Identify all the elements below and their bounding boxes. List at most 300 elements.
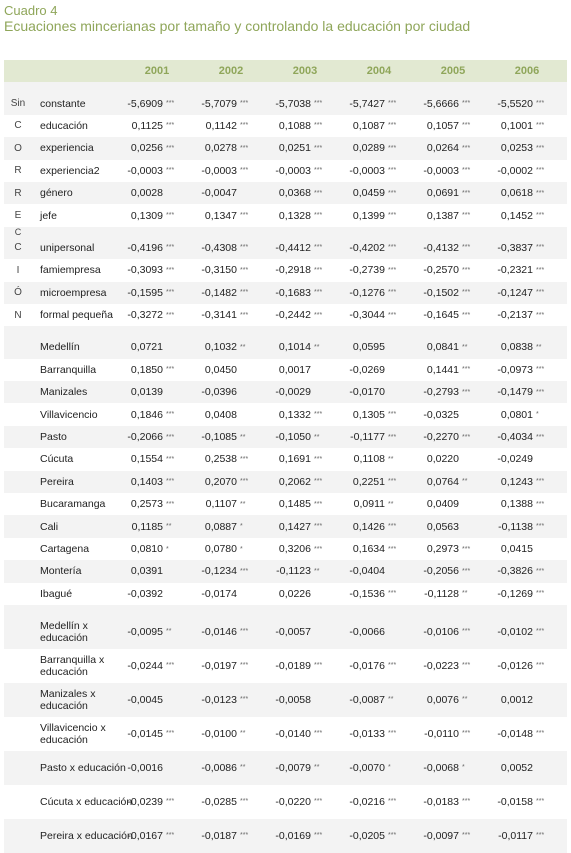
coefficient: -0,3826 [497,565,533,578]
coef-cell [487,717,561,751]
side-letter [4,426,32,448]
side-letter: Sin [10,98,26,110]
coefficient: 0,0801 [500,408,533,421]
side-letter: N [14,309,22,321]
coef-cell [265,282,339,304]
side-letter: R [14,165,22,177]
coef-cell [339,336,413,358]
significance-stars: *** [166,478,175,486]
coefficient: 0,3206 [278,543,311,555]
coefficient: -0,2793 [423,386,459,399]
significance-stars: ** [314,764,320,772]
coefficient: -0,0123 [201,693,237,706]
coef-cell [487,683,561,717]
coefficient: -0,2570 [423,264,459,277]
coef-cell [413,515,487,537]
coefficient: 0,1399 [352,209,385,222]
coef-cell [117,259,191,281]
significance-stars: *** [314,311,323,319]
row-label: Villavicencio [40,408,98,421]
row-label: Manizales [40,386,88,399]
coefficient: -0,1234 [201,565,237,578]
coef-cell [265,182,339,204]
coef-cell [191,683,265,717]
coef-cell [339,115,413,137]
coef-cell [191,649,265,683]
coefficient: 0,2573 [130,498,163,511]
coef-cell [191,751,265,785]
significance-stars: *** [240,100,249,108]
coef-cell [487,259,561,281]
coefficient: -5,7038 [275,97,311,110]
significance-stars: *** [536,189,545,197]
side-letter [4,785,32,819]
significance-stars: *** [388,478,397,486]
significance-stars: *** [536,662,545,670]
significance-stars: *** [462,567,471,575]
row-label: Medellín [40,341,80,354]
significance-stars: *** [166,366,175,374]
coef-cell [339,615,413,649]
coefficient: -0,2321 [497,264,533,277]
significance-stars: *** [240,455,249,463]
significance-stars: *** [388,144,397,152]
coefficient: -0,0223 [423,659,459,672]
row-label: unipersonal [40,241,95,254]
coefficient: 0,1485 [278,498,311,511]
significance-stars: *** [166,311,175,319]
coefficient: 0,1634 [352,543,385,555]
coef-cell [413,493,487,515]
coefficient: -0,0045 [127,693,163,706]
significance-stars: *** [462,433,471,441]
coefficient: -0,0325 [423,408,459,421]
significance-stars: *** [388,523,397,531]
side-letter [4,560,32,582]
coefficient: -0,0269 [349,363,385,376]
coefficient: -0,1128 [424,587,459,600]
coefficient: -0,1645 [423,309,459,322]
coefficient: 0,1243 [500,475,533,488]
coef-cell [413,182,487,204]
coef-cell [487,785,561,819]
side-letter [4,515,32,537]
significance-stars: *** [536,478,545,486]
coef-cell [117,649,191,683]
coef-cell [191,359,265,381]
row-label: famiempresa [40,264,101,277]
significance-stars: *** [240,662,249,670]
coef-cell [339,259,413,281]
significance-stars: *** [536,590,545,598]
coef-cell [265,583,339,605]
coefficient: -0,1479 [497,386,533,399]
coefficient: -0,3837 [497,241,533,254]
table-row [4,448,567,470]
significance-stars: ** [166,523,172,531]
coefficient: 0,1426 [352,520,385,533]
row-label: Pereira [40,475,74,488]
coef-cell [413,115,487,137]
table-row [4,493,567,515]
coef-cell [487,538,561,560]
significance-stars: *** [314,289,323,297]
coefficient: 0,1125 [131,119,163,132]
significance-stars: *** [240,798,249,806]
coef-cell [413,649,487,683]
coefficient: -5,6909 [127,97,163,110]
significance-stars: *** [388,433,397,441]
coefficient: 0,0220 [426,453,459,466]
coef-cell [339,515,413,537]
coef-cell [487,137,561,159]
coef-cell [265,115,339,137]
coefficient: -0,0145 [127,727,163,740]
coef-cell [117,751,191,785]
side-letter [4,336,32,358]
significance-stars: * [536,411,539,419]
coefficient: -0,1276 [349,286,385,299]
coef-cell [191,717,265,751]
coef-cell [265,92,339,114]
significance-stars: *** [314,832,323,840]
coef-cell [265,426,339,448]
coef-cell [265,359,339,381]
table-row [4,92,567,114]
significance-stars: *** [240,696,249,704]
significance-stars: *** [388,266,397,274]
significance-stars: *** [166,832,175,840]
coefficient: -0,0126 [497,659,533,672]
coefficient: -0,0117 [498,829,533,842]
coef-cell [191,304,265,326]
coefficient: -0,0087 [349,693,385,706]
coef-cell [339,448,413,470]
significance-stars: *** [166,122,175,130]
coefficient: 0,0841 [426,341,459,354]
coefficient: 0,0409 [426,498,459,511]
coefficient: -0,0167 [127,829,163,842]
coef-cell [413,751,487,785]
coefficient: -0,0086 [201,761,237,774]
coef-cell [117,359,191,381]
coefficient: -0,0003 [349,164,385,177]
significance-stars: *** [240,167,249,175]
coef-cell [413,259,487,281]
coefficient: 0,0459 [352,187,385,200]
coef-cell [487,426,561,448]
significance-stars: *** [388,411,397,419]
coef-cell [191,204,265,226]
coefficient: 0,0911 [353,498,385,511]
significance-stars: *** [462,144,471,152]
side-letter [4,583,32,605]
table-row [4,717,567,751]
table-row [4,237,567,259]
coefficient: -0,0003 [127,164,163,177]
coefficient: 0,1850 [130,363,163,376]
significance-stars: *** [314,144,323,152]
significance-stars: *** [166,266,175,274]
coefficient: 0,1142 [205,119,237,132]
coefficient: -0,4034 [497,431,533,444]
significance-stars: *** [166,662,175,670]
coef-cell [117,336,191,358]
significance-stars: *** [536,311,545,319]
coefficient: 0,1014 [278,341,311,354]
coefficient: 0,1427 [278,520,311,533]
coefficient: -0,0239 [127,795,163,808]
coefficient: -0,0003 [201,164,237,177]
significance-stars: *** [388,730,397,738]
row-label: Barranquilla [40,363,97,376]
significance-stars: *** [536,289,545,297]
coefficient: -0,1482 [201,286,237,299]
table-row [4,785,567,819]
significance-stars: *** [536,266,545,274]
significance-stars: *** [240,832,249,840]
coefficient: -5,7427 [349,97,385,110]
coef-cell [265,615,339,649]
side-letter [4,448,32,470]
coef-cell [487,649,561,683]
coef-cell [191,560,265,582]
table-row [4,336,567,358]
coefficient: -0,3044 [349,309,385,322]
row-label: Pasto [40,431,67,444]
coefficient: 0,1107 [205,498,237,511]
coef-cell [339,717,413,751]
significance-stars: *** [536,832,545,840]
coef-cell [339,471,413,493]
coef-cell [487,115,561,137]
significance-stars: ** [166,628,172,636]
coef-cell [265,403,339,425]
significance-stars: *** [240,122,249,130]
coef-cell [117,304,191,326]
coef-cell [265,259,339,281]
table-row [4,515,567,537]
significance-stars: *** [462,545,471,553]
coef-cell [339,785,413,819]
coefficient: -0,0070 [349,761,385,774]
significance-stars: *** [536,366,545,374]
side-letter [4,683,32,717]
coefficient: 0,0391 [130,565,163,578]
coefficient: 0,2062 [278,475,311,488]
coef-cell [339,160,413,182]
coefficient: 0,1108 [353,453,385,466]
coef-cell [487,304,561,326]
coefficient: 0,0887 [204,520,237,533]
coefficient: 0,1691 [278,453,311,466]
coef-cell [413,538,487,560]
coef-cell [339,137,413,159]
header-row [4,60,567,82]
coef-cell [117,717,191,751]
coef-cell [191,336,265,358]
table-number: Cuadro 4 [4,3,58,18]
coefficient: -0,0174 [201,587,237,600]
coefficient: 0,0368 [278,187,311,200]
row-label: Cartagena [40,543,90,555]
coef-cell [191,426,265,448]
coef-cell [413,426,487,448]
significance-stars: *** [166,730,175,738]
coef-cell [487,583,561,605]
section-gap [4,227,567,237]
coefficient: -0,0285 [201,795,237,808]
significance-stars: *** [462,122,471,130]
coef-cell [265,751,339,785]
coefficient: -0,1502 [423,286,459,299]
header-gap [4,82,567,92]
coefficient: -0,0003 [275,164,311,177]
coef-cell [191,615,265,649]
coef-cell [339,649,413,683]
coefficient: -0,0110 [424,727,459,740]
coef-cell [413,583,487,605]
significance-stars: *** [314,100,323,108]
coef-cell [265,237,339,259]
coef-cell [339,204,413,226]
coefficient: 0,0251 [278,142,311,155]
coefficient: 0,0450 [204,363,237,376]
significance-stars: *** [166,144,175,152]
coefficient: -0,1123 [276,565,311,578]
significance-stars: *** [314,662,323,670]
coefficient: -0,2137 [497,309,533,322]
significance-stars: *** [314,167,323,175]
significance-stars: *** [536,212,545,220]
coefficient: 0,1057 [426,119,459,132]
coef-cell [339,182,413,204]
significance-stars: *** [314,244,323,252]
significance-stars: *** [388,590,397,598]
coef-cell [413,237,487,259]
significance-stars: *** [388,167,397,175]
coef-cell [117,683,191,717]
coef-cell [117,471,191,493]
coef-cell [191,381,265,403]
coefficient: -0,0106 [423,625,459,638]
coef-cell [339,583,413,605]
significance-stars: *** [314,266,323,274]
side-letter [4,493,32,515]
coefficient: -0,1269 [497,587,533,600]
table-row [4,160,567,182]
coef-cell [487,237,561,259]
significance-stars: *** [536,122,545,130]
coefficient: -0,0133 [349,727,385,740]
coefficient: -0,0140 [275,727,311,740]
table-row [4,615,567,649]
significance-stars: ** [240,433,246,441]
coefficient: -0,1050 [275,431,311,444]
significance-stars: *** [240,567,249,575]
side-letter: C [14,242,22,254]
coef-cell [487,403,561,425]
side-letter: R [14,187,22,199]
table-title: Ecuaciones mincerianas por tamaño y controlando la educación por ciudad [4,18,471,34]
coef-cell [339,304,413,326]
coefficient: 0,2538 [204,453,237,466]
coef-cell [339,381,413,403]
significance-stars: ** [462,696,468,704]
coefficient: -0,0176 [349,659,385,672]
coefficient: -0,0170 [349,386,385,399]
coef-cell [117,615,191,649]
coefficient: 0,1441 [426,363,459,376]
year-header: 2005 [440,65,466,78]
coef-cell [487,560,561,582]
coef-cell [265,381,339,403]
significance-stars: *** [166,244,175,252]
side-letter: C [14,226,22,237]
coef-cell [487,751,561,785]
coefficient: -0,0146 [201,625,237,638]
significance-stars: *** [388,244,397,252]
significance-stars: *** [388,662,397,670]
coef-cell [265,493,339,515]
coefficient: -0,0095 [127,625,163,638]
significance-stars: ** [388,455,394,463]
coefficient: -5,6666 [423,97,459,110]
coef-cell [413,785,487,819]
coef-cell [265,717,339,751]
significance-stars: *** [536,167,545,175]
significance-stars: *** [240,212,249,220]
table-row [4,560,567,582]
table-row [4,403,567,425]
coef-cell [191,538,265,560]
coef-cell [265,649,339,683]
coefficient: -0,0047 [201,187,237,200]
table-row [4,359,567,381]
row-label: microempresa [40,286,107,299]
coef-cell [487,448,561,470]
coefficient: -0,0187 [201,829,237,842]
coef-cell [487,282,561,304]
coef-cell [191,160,265,182]
coefficient: 0,0618 [500,187,533,200]
significance-stars: *** [462,662,471,670]
row-label: Pereira x educación [40,829,133,842]
coefficient: -0,0220 [275,795,311,808]
significance-stars: *** [166,100,175,108]
coefficient: -0,2066 [127,431,163,444]
coef-cell [117,204,191,226]
coef-cell [413,381,487,403]
coefficient: 0,0076 [426,693,459,706]
coefficient: -0,1138 [498,520,533,533]
coef-cell [191,448,265,470]
coef-cell [339,538,413,560]
significance-stars: *** [240,266,249,274]
titles [4,3,470,35]
significance-stars: *** [314,455,323,463]
row-label: jefe [40,209,57,222]
significance-stars: *** [240,289,249,297]
coefficient: -0,4412 [275,241,311,254]
coef-cell [117,92,191,114]
coef-cell [191,785,265,819]
coefficient: -0,1536 [349,587,385,600]
coef-cell [413,160,487,182]
coefficient: -5,5520 [497,97,533,110]
coef-cell [117,785,191,819]
coefficient: -0,1595 [127,286,163,299]
